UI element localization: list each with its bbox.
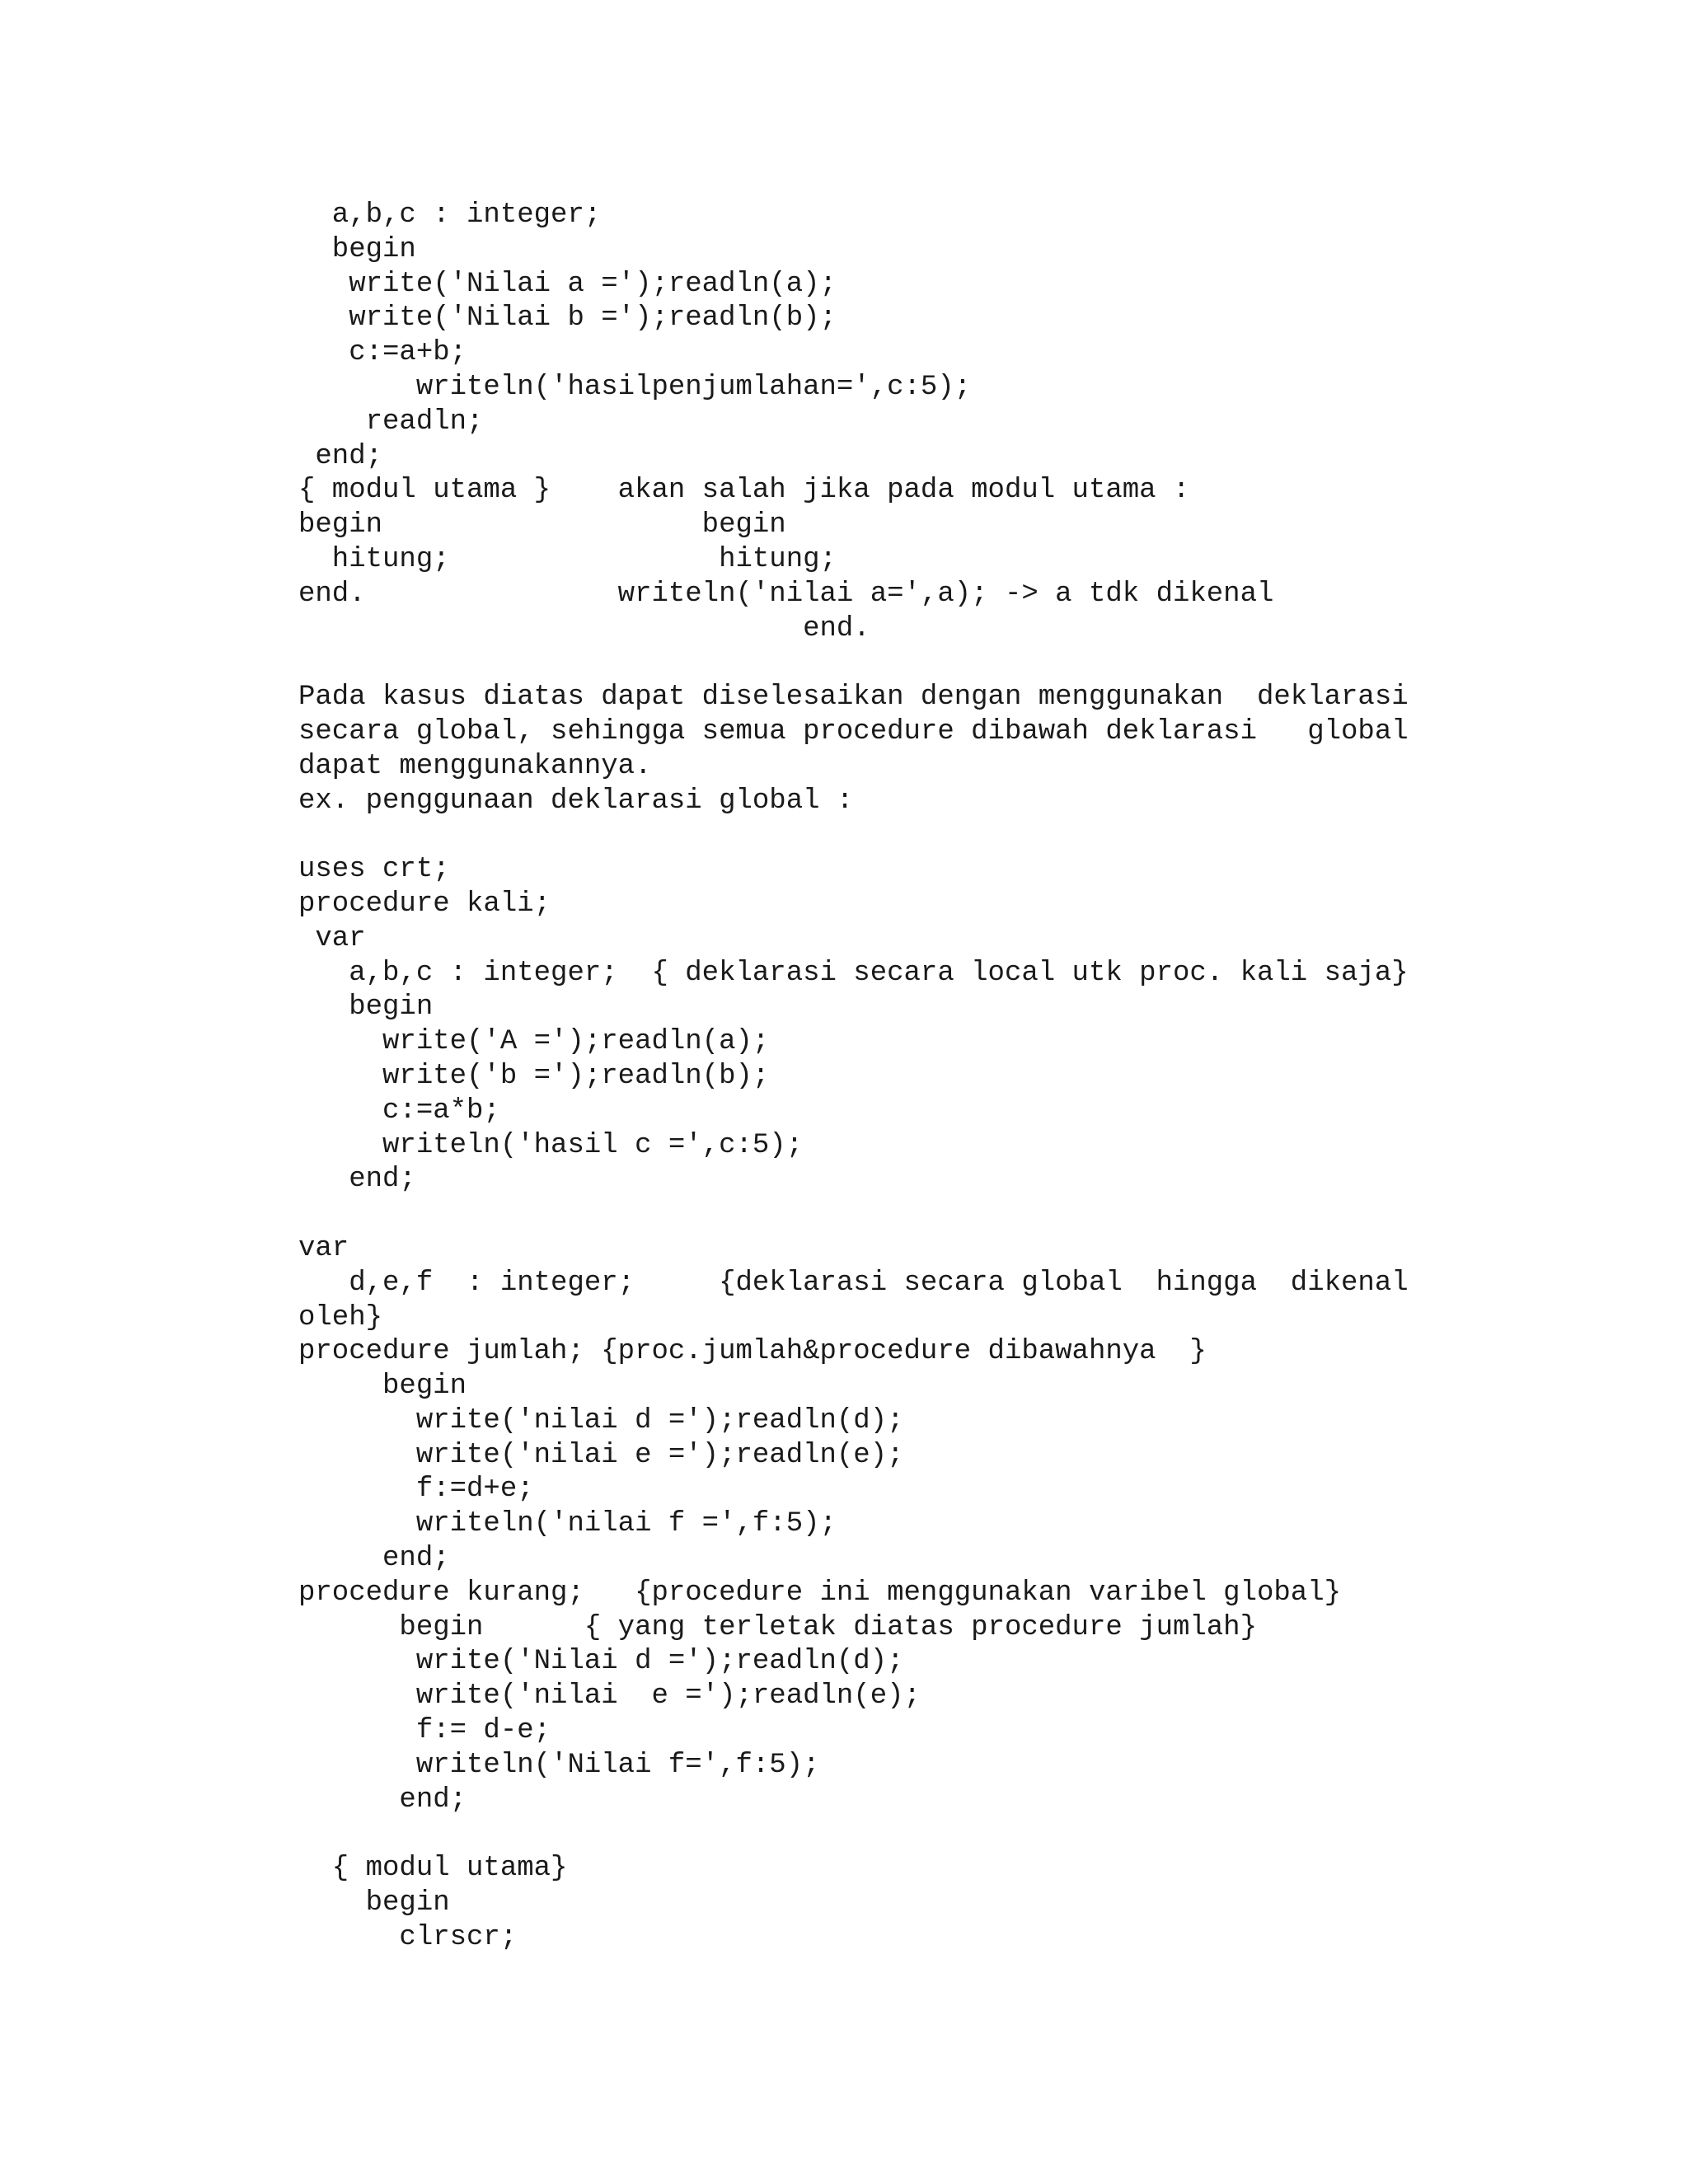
- code-line: begin: [298, 991, 434, 1024]
- code-line: oleh}: [298, 1301, 383, 1333]
- paragraph-line: secara global, sehingga semua procedure dibawah deklarasi global: [298, 715, 1409, 748]
- code-line: end;: [298, 1164, 416, 1196]
- code-line: [298, 1197, 1409, 1232]
- code-line: write('A =');readln(a);: [298, 1026, 770, 1058]
- code-line: begin: [298, 1371, 467, 1403]
- code-line: write('Nilai a =');readln(a);: [298, 268, 837, 300]
- code-line: uses crt;: [298, 854, 450, 886]
- code-line: var: [298, 1232, 349, 1264]
- code-line: f:= d-e;: [298, 1715, 551, 1747]
- code-line: procedure kurang; {procedure ini menggunakan varibel global}: [298, 1577, 1342, 1609]
- code-line: begin: [298, 233, 416, 265]
- code-line: f:=d+e;: [298, 1474, 534, 1506]
- code-line: writeln('nilai f =',f:5);: [298, 1508, 837, 1540]
- paragraph-line: Pada kasus diatas dapat diselesaikan dengan menggunakan deklarasi: [298, 682, 1409, 714]
- code-line: write('b =');readln(b);: [298, 1060, 770, 1092]
- pascal-code-listing: [298, 199, 1409, 1956]
- paragraph-line: ex. penggunaan deklarasi global :: [298, 785, 854, 817]
- code-line: a,b,c : integer; { deklarasi secara local utk proc. kali saja}: [298, 957, 1409, 989]
- code-line: write('Nilai b =');readln(b);: [298, 302, 837, 335]
- code-line: a,b,c : integer;: [298, 199, 602, 231]
- code-line: begin: [298, 1887, 450, 1919]
- code-line: writeln('Nilai f=',f:5);: [298, 1749, 820, 1781]
- code-line: end.: [298, 612, 870, 644]
- code-line: hitung; hitung;: [298, 543, 837, 575]
- code-line: end. writeln('nilai a=',a); -> a tdk dikenal: [298, 578, 1274, 610]
- code-line: write('nilai d =');readln(d);: [298, 1404, 904, 1436]
- code-line: write('Nilai d =');readln(d);: [298, 1646, 904, 1678]
- code-line: var: [298, 922, 366, 954]
- code-line: clrscr;: [298, 1921, 518, 1953]
- code-line: [298, 818, 1409, 853]
- code-line: end;: [298, 1783, 467, 1816]
- code-line: procedure kali;: [298, 888, 551, 920]
- code-line: write('nilai e =');readln(e);: [298, 1439, 904, 1471]
- code-line: [298, 1817, 1409, 1852]
- code-line: end;: [298, 1543, 450, 1575]
- code-line: end;: [298, 440, 383, 472]
- code-line: begin begin: [298, 509, 786, 541]
- code-line: writeln('hasil c =',c:5);: [298, 1129, 804, 1161]
- code-line: write('nilai e =');readln(e);: [298, 1680, 921, 1713]
- code-line: c:=a+b;: [298, 337, 467, 369]
- paragraph-line: dapat menggunakannya.: [298, 750, 652, 782]
- code-line: writeln('hasilpenjumlahan=',c:5);: [298, 371, 972, 403]
- code-line: c:=a*b;: [298, 1094, 500, 1127]
- code-line: procedure jumlah; {proc.jumlah&procedure dibawahnya }: [298, 1336, 1207, 1368]
- code-line: [298, 646, 1409, 681]
- code-line: begin { yang terletak diatas procedure jumlah}: [298, 1611, 1257, 1643]
- code-line: readln;: [298, 405, 484, 438]
- code-line: d,e,f : integer; {deklarasi secara global hingga dikenal: [298, 1267, 1409, 1299]
- code-line: { modul utama } akan salah jika pada modul utama :: [298, 475, 1190, 507]
- code-line: { modul utama}: [298, 1853, 568, 1885]
